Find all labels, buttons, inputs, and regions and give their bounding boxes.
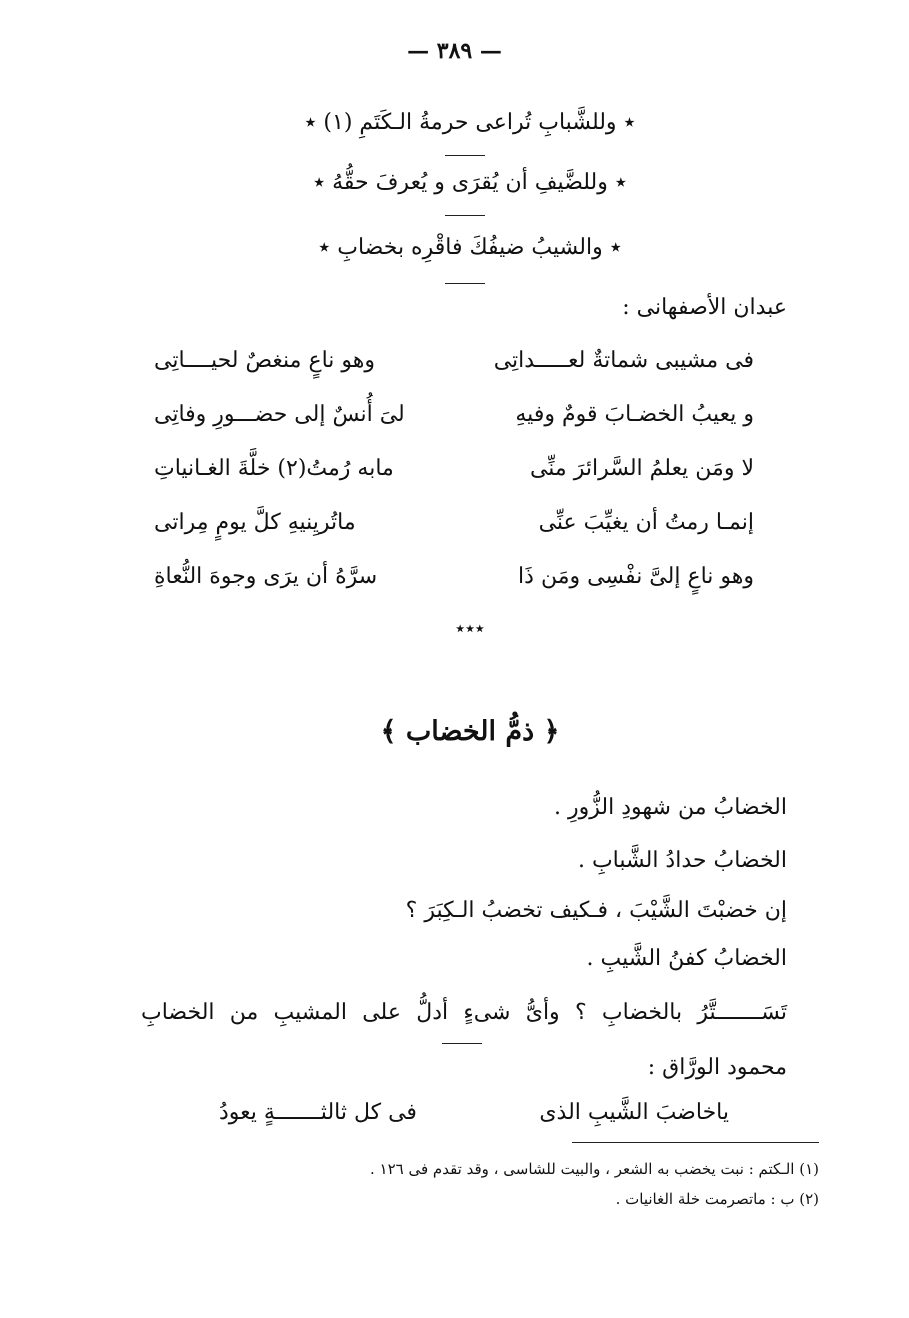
saying-line: الخضابُ من شهودِ الزُّورِ . [554, 795, 787, 820]
verse-first-hemistich: و يعيبُ الخضـابَ قومٌ وفيهِ [515, 402, 754, 427]
verse-second-hemistich: مابه رُمتُ(٢) خلَّةَ الغـانياتِ [154, 456, 394, 481]
section-heading: ﴿ ذمُّ الخضاب ﴾ [380, 716, 560, 747]
poem-verse [154, 402, 754, 442]
poet-intro: عبدان الأصفهانى : [622, 295, 787, 320]
verse-line: تَسَـــــــتَّرُ بالخضابِ ؟ وأىُّ شىءٍ أدلُّ على المشيبِ من الخضابِ [141, 1000, 787, 1025]
saying-line: إن خضبْتَ الشَّيْبَ ، فـكيف تخضبُ الـكِبَرَ ؟ [405, 898, 787, 923]
short-rule [445, 155, 485, 156]
verse-second-hemistich: سرَّهُ أن يرَى وجوهَ النُّعاةِ [154, 564, 378, 589]
verse-second-hemistich: وهو ناعٍ منغصٌ لحيــــاتِى [154, 348, 375, 373]
short-rule [445, 283, 485, 284]
footnote-rule [572, 1142, 819, 1143]
poet2-intro: محمود الورَّاق : [647, 1055, 787, 1080]
verse-first-hemistich: ياخاضبَ الشَّيبِ الذى [539, 1100, 729, 1125]
verse-first-hemistich: إنمـا رمتُ أن يغيِّبَ عنِّى [538, 510, 754, 535]
proverb-line: ٭ وللضَّيفِ أن يُقرَى و يُعرفَ حقُّهُ ٭ [313, 170, 627, 195]
short-rule [445, 215, 485, 216]
saying-line: الخضابُ كفنُ الشَّيبِ . [586, 946, 787, 971]
poem-verse [154, 348, 754, 388]
poem-verse [219, 1100, 729, 1140]
separator-stars: ٭٭٭ [455, 618, 485, 639]
verse-first-hemistich: وهو ناعٍ إلىَّ نفْسِى ومَن ذَا [518, 564, 754, 589]
page-number: — ٣٨٩ — [407, 38, 502, 64]
verse-second-hemistich: لىَ أُنسٌ إلى حضـــورِ وفاتِى [154, 402, 405, 427]
proverb-line: ٭ وللشَّبابِ تُراعى حرمةُ الـكَتَمِ (١) ٭ [304, 110, 636, 135]
saying-line: الخضابُ حدادُ الشَّبابِ . [577, 848, 787, 873]
footnote: (١) الـكتم : نبت يخضب به الشعر ، والبيت للشاسى ، وقد تقدم فى ١٢٦ . [370, 1160, 819, 1178]
verse-second-hemistich: فى كل ثالثـــــــةٍ يعودُ [219, 1100, 417, 1125]
verse-second-hemistich: ماتُريِنيهِ كلَّ يومٍ مِراتى [154, 510, 356, 535]
footnote: (٢) ب : ماتصرمت خلة الغانيات . [615, 1190, 819, 1208]
verse-first-hemistich: لا ومَن يعلمُ السَّرائرَ منِّى [529, 456, 754, 481]
short-rule [442, 1043, 482, 1044]
poem-verse [154, 564, 754, 604]
poem-verse [154, 456, 754, 496]
verse-first-hemistich: فى مشيبى شماتةٌ لعـــــداتِى [493, 348, 754, 373]
proverb-line: ٭ والشيبُ ضيفُكَ فاقْرِه بخضابِ ٭ [318, 235, 622, 260]
poem-verse [154, 510, 754, 550]
